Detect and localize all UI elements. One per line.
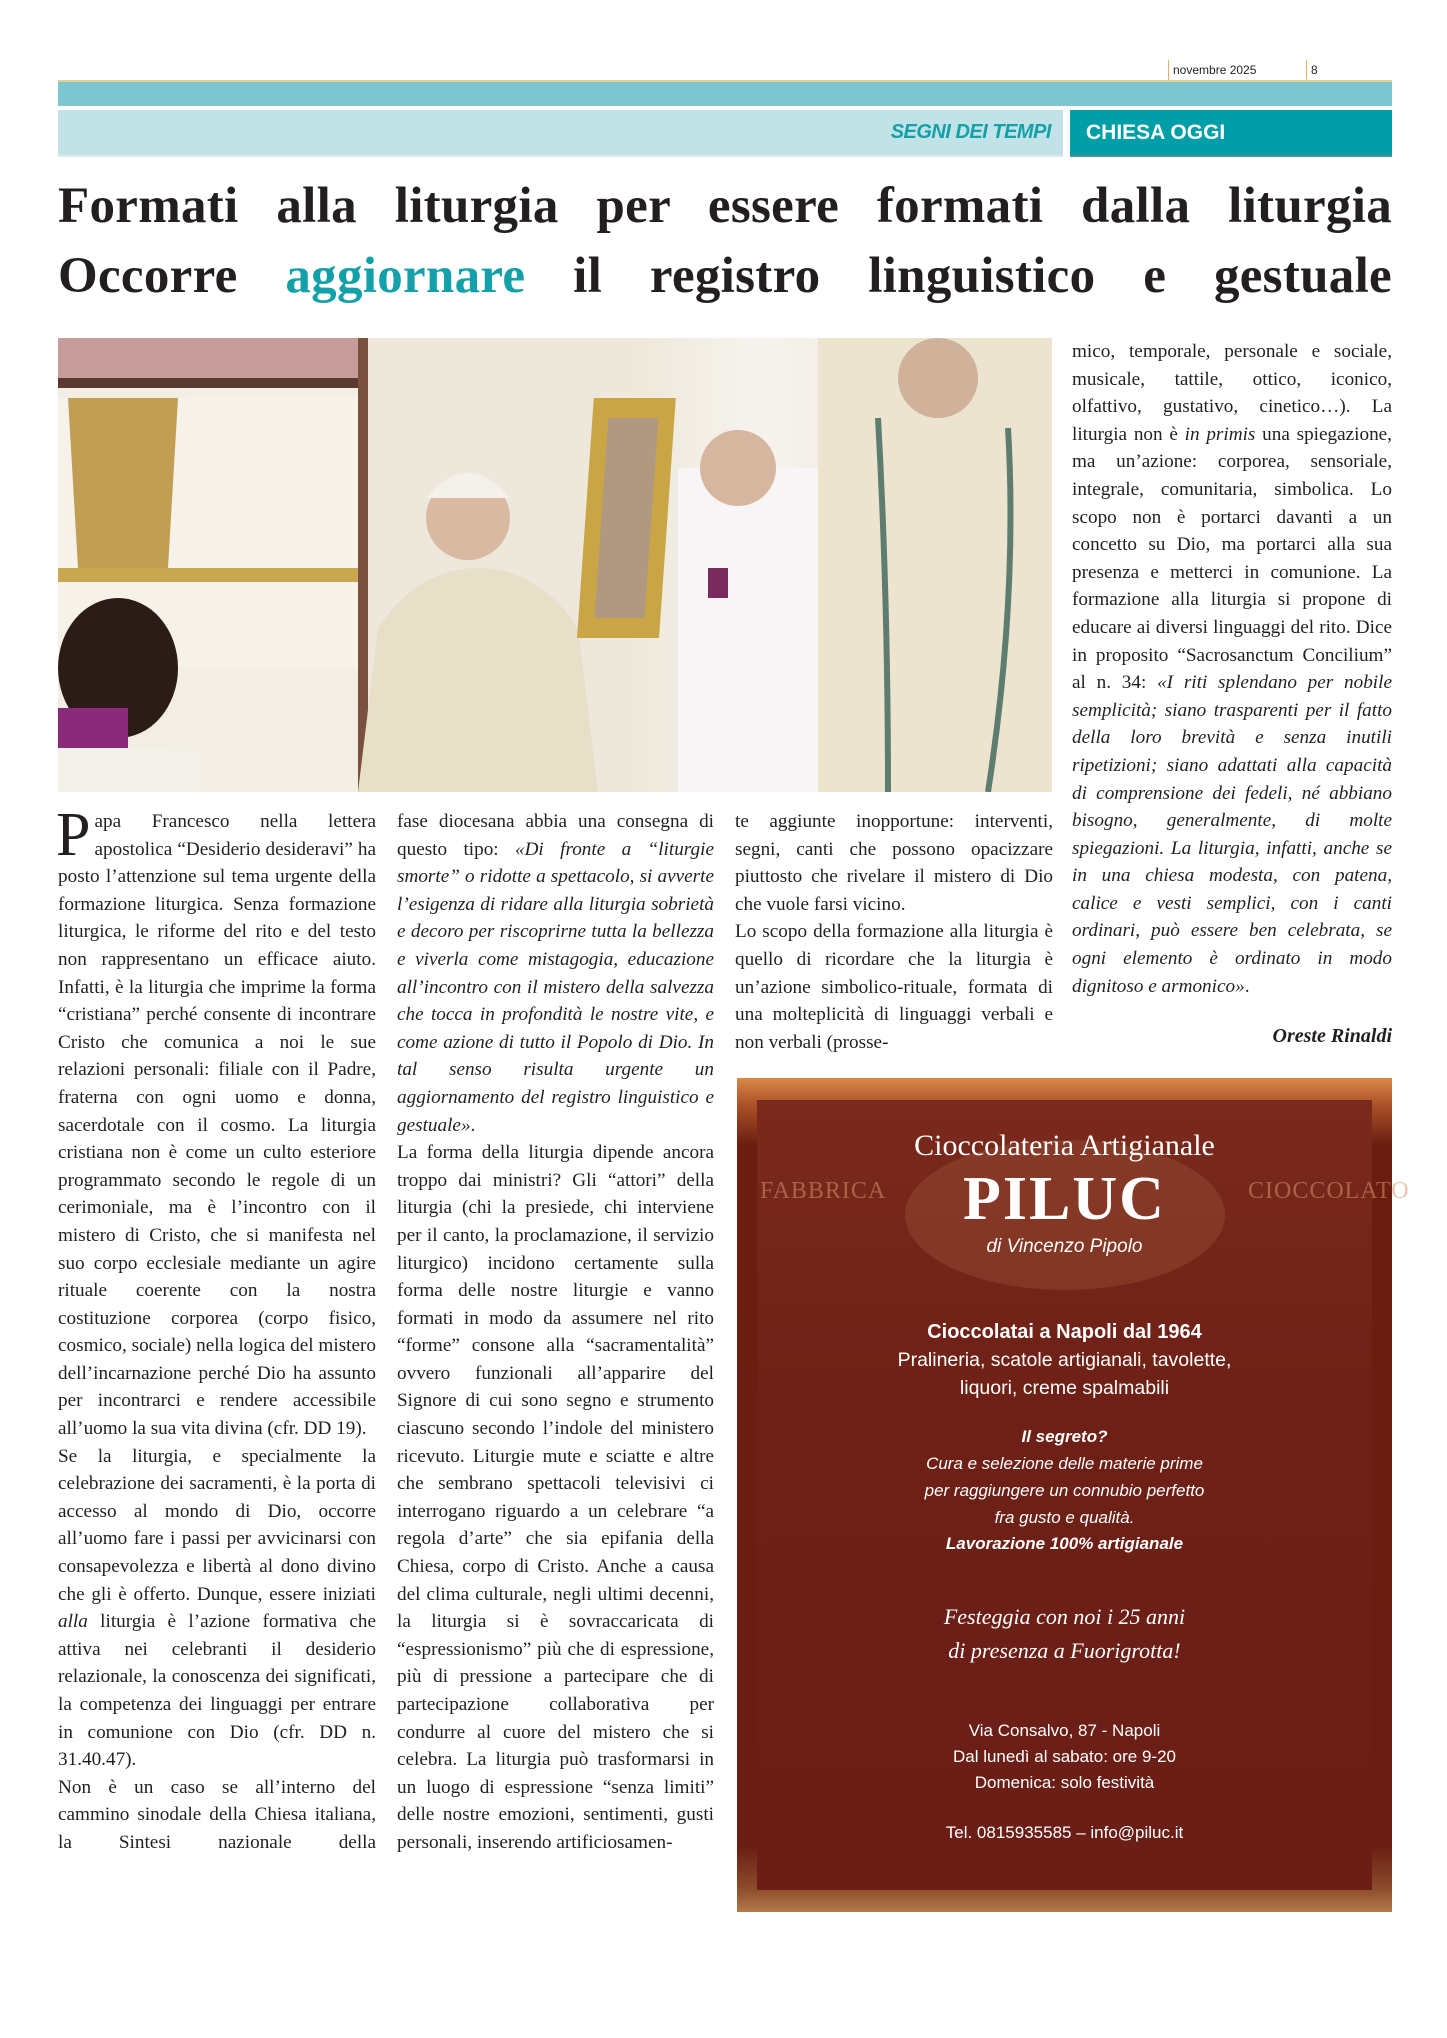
subheadline-accent: aggiornare: [285, 248, 526, 304]
page-number: 8: [1306, 60, 1318, 80]
paragraph: La forma della liturgia dipende ancora troppo dai ministri? Gli “attori” della liturgia (chi la presiede, chi interviene per il canto, la proclamazione, il servizio liturgico) incidono certamente sulla forma delle nostre liturgie e vanno formati in modo da assumere nel rito “forme” consone alla “sacramentalità” ovvero funzionali all’apparire del Signore di cui sono segno e strumento ciascuno secondo l’indole del ministero ricevuto. Liturgie mute e sciatte e altre che sembrano spettacoli televisivi ci interrogano riguardo a un celebrare “a regola d’arte” che sia epifania della Chiesa, corpo di Cristo. Anche a causa del clima culturale, negli ultimi decenni, la liturgia si è sovraccaricata di “espressionismo” più che di espressione, più di pressione a partecipare che di partecipazione collaborativa per condurre al cuore del mistero che si celebra. La liturgia può trasformarsi in un luogo di espressione “senza limiti” delle nostre emozioni, sentimenti, gusti personali, inserendo artificiosamen-: [397, 1142, 714, 1853]
article-column-1: [56, 801, 376, 1857]
article-photo: [58, 338, 1052, 792]
ad-products-line: liquori, creme spalmabili: [959, 1377, 1170, 1399]
emphasis-text: alla: [58, 1611, 88, 1633]
paragraph-text: .: [1244, 975, 1250, 997]
article-column-3: [735, 808, 1053, 1056]
ad-sign-left: FABBRICA: [760, 1178, 887, 1204]
author-byline: Oreste Rinaldi: [1272, 1025, 1392, 1047]
liturgy-photo-illustration: [58, 338, 1052, 792]
paragraph-text: apa Francesco nella lettera apostolica “Desiderio desideravi” ha posto l’attenzione sul tema urgente della formazione liturgica. Senza formazione liturgica, le riforme del rito e del testo non rappresentano un efficace aiuto. Infatti, è la liturgia che imprime la forma “cristiana” perché consente di incontrare Cristo che comunica a noi le sue relazioni personali: filiale con il Padre, fraterna con ogni uomo e donna, sacerdotale con il cosmo. La liturgia cristiana non è come un culto esteriore programmato secondo le regole di un cerimoniale, ma è l’incontro con il mistero di Cristo, che si manifesta nel suo corpo ecclesiale mediante un agire rituale coerente con la nostra costituzione corporea (corpo fisico, cosmico, sociale) nella logica del mistero dell’incarnazione perché Dio ha assunto per incontrarci e rendere accessibile all’uomo la sua vita divina (cfr. DD 19).: [58, 811, 376, 1440]
paragraph: Lo scopo della formazione alla liturgia è quello di ricordare che la liturgia è un’azione simbolico-rituale, formata di una molteplicità di linguaggi verbali e non verbali (prosse-: [735, 921, 1053, 1053]
ad-headline: Cioccolateria Artigianale: [914, 1129, 1215, 1162]
paragraph: [56, 801, 376, 1443]
ad-sign-right: CIOCCOLATO: [1248, 1178, 1410, 1204]
ad-contact: Tel. 0815935585 – info@piluc.it: [945, 1823, 1184, 1842]
ad-secret-line: fra gusto e qualità.: [994, 1508, 1135, 1527]
paragraph-text: fase diocesana abbia una consegna di questo tipo:: [397, 811, 714, 860]
paragraph-text: Se la liturgia, e specialmente la celebrazione dei sacramenti, è la porta di accesso al mondo di Dio, occorre all’uomo fare i passi per avvicinarsi con consapevolezza e libertà al dono divino che gli è offerto. Dunque, essere iniziati: [58, 1445, 376, 1605]
section-label: SEGNI DEI TEMPI: [890, 121, 1051, 143]
ad-celebrate-line: di presenza a Fuorigrotta!: [948, 1638, 1181, 1663]
rubric-label: CHIESA OGGI: [1086, 121, 1226, 144]
paragraph: Non è un caso se all’interno del cammino sinodale della Chiesa italiana, la Sintesi nazionale della: [58, 1776, 376, 1853]
rubric-banner: [1070, 110, 1392, 157]
paragraph-text: .: [470, 1114, 476, 1136]
paragraph: [1072, 338, 1392, 1000]
article-column-4: [1072, 338, 1392, 1000]
quote-text: «I riti splendano per nobile semplicità; siano trasparenti per il fatto della loro brevità e senza inutili ripetizioni; siano adattati alla capacità di comprensione dei fedeli, né abbiano bisogno, generalmente, di molte spiegazioni. La liturgia, infatti, anche se in una chiesa modesta, con patena, calice e vesti semplici, con i canti ordinari, può essere ben celebrata, se ogni elemento è ordinato in modo dignitoso e armonico»: [1072, 672, 1392, 997]
headline: Formati alla liturgia per essere formati dalla liturgia: [58, 178, 1392, 234]
section-banner: [58, 110, 1063, 157]
ad-secret: [757, 1450, 1372, 1531]
ad-owner: di Vincenzo Pipolo: [986, 1236, 1143, 1257]
paragraph: te aggiunte inopportune: interventi, segni, canti che possono opacizzare piuttosto che rivelare il mistero di Dio che vuole farsi vicino.: [735, 811, 1053, 915]
ad-secret-line: Cura e selezione delle materie prime: [926, 1454, 1203, 1473]
ad-hours-sunday: Domenica: solo festività: [974, 1773, 1155, 1792]
paragraph-text: una spiegazione, ma un’azione: corporea, sensoriale, integrale, comunitaria, simbolica. Lo scopo non è portarci davanti a un concetto su Dio, ma portarci alla sua presenza e metterci in comunione. La formazione alla liturgia si propone di educare ai diversi linguaggi del rito. Dice in proposito “Sacrosanctum Concilium” al n. 34:: [1072, 423, 1392, 694]
issue-date: novembre 2025: [1168, 60, 1256, 80]
ad-secret-title: Il segreto?: [1021, 1427, 1108, 1446]
ad-hours-weekdays: Dal lunedì al sabato: ore 9-20: [952, 1747, 1177, 1766]
subheadline-post: il registro linguistico e gestuale: [525, 248, 1392, 304]
emphasis-text: in primis: [1184, 423, 1256, 445]
ad-address: Via Consalvo, 87 - Napoli: [968, 1721, 1161, 1740]
ad-since: Cioccolatai a Napoli dal 1964: [927, 1321, 1202, 1343]
ad-address-block: [757, 1718, 1372, 1796]
article-column-2: [397, 808, 714, 1857]
ad-products-line: Pralineria, scatole artigianali, tavolette,: [897, 1349, 1232, 1371]
header-bar: [58, 80, 1392, 106]
ad-brand: PILUC: [963, 1165, 1166, 1233]
ad-celebrate-line: Festeggia con noi i 25 anni: [943, 1604, 1186, 1629]
subheadline-pre: Occorre: [58, 248, 286, 304]
paragraph-text: mico, temporale, personale e sociale, musicale, tattile, ottico, iconico, olfattivo, gustativo, cinetico…). La liturgia non è: [1072, 341, 1392, 445]
paragraph: [397, 808, 714, 1139]
quote-text: «Di fronte a “liturgie smorte” o ridotte a spettacolo, si avverte l’esigenza di ridare alla liturgia sobrietà e decoro per riscoprirne tutta la bellezza e viverla come mistagogia, educazione all’incontro con il mistero della salvezza che tocca in profondità le nostre vite, e come azione di tutto il Popolo di Dio. In tal senso risulta urgente un aggiornamento del registro linguistico e gestuale»: [397, 838, 714, 1136]
ad-craft: Lavorazione 100% artigianale: [945, 1534, 1184, 1553]
drop-cap: P: [56, 801, 91, 869]
ad-products: [757, 1346, 1372, 1402]
ad-celebrate: [757, 1600, 1372, 1668]
subheadline: [58, 246, 1392, 306]
paragraph: [58, 1443, 376, 1774]
paragraph-text: liturgia è l’azione formativa che attiva nei celebranti il desiderio relazionale, la conoscenza dei significati, la competenza dei linguaggi per entrare in comunione con Dio (cfr. DD n. 31.40.47).: [58, 1611, 376, 1771]
ad-secret-line: per raggiungere un connubio perfetto: [924, 1481, 1205, 1500]
